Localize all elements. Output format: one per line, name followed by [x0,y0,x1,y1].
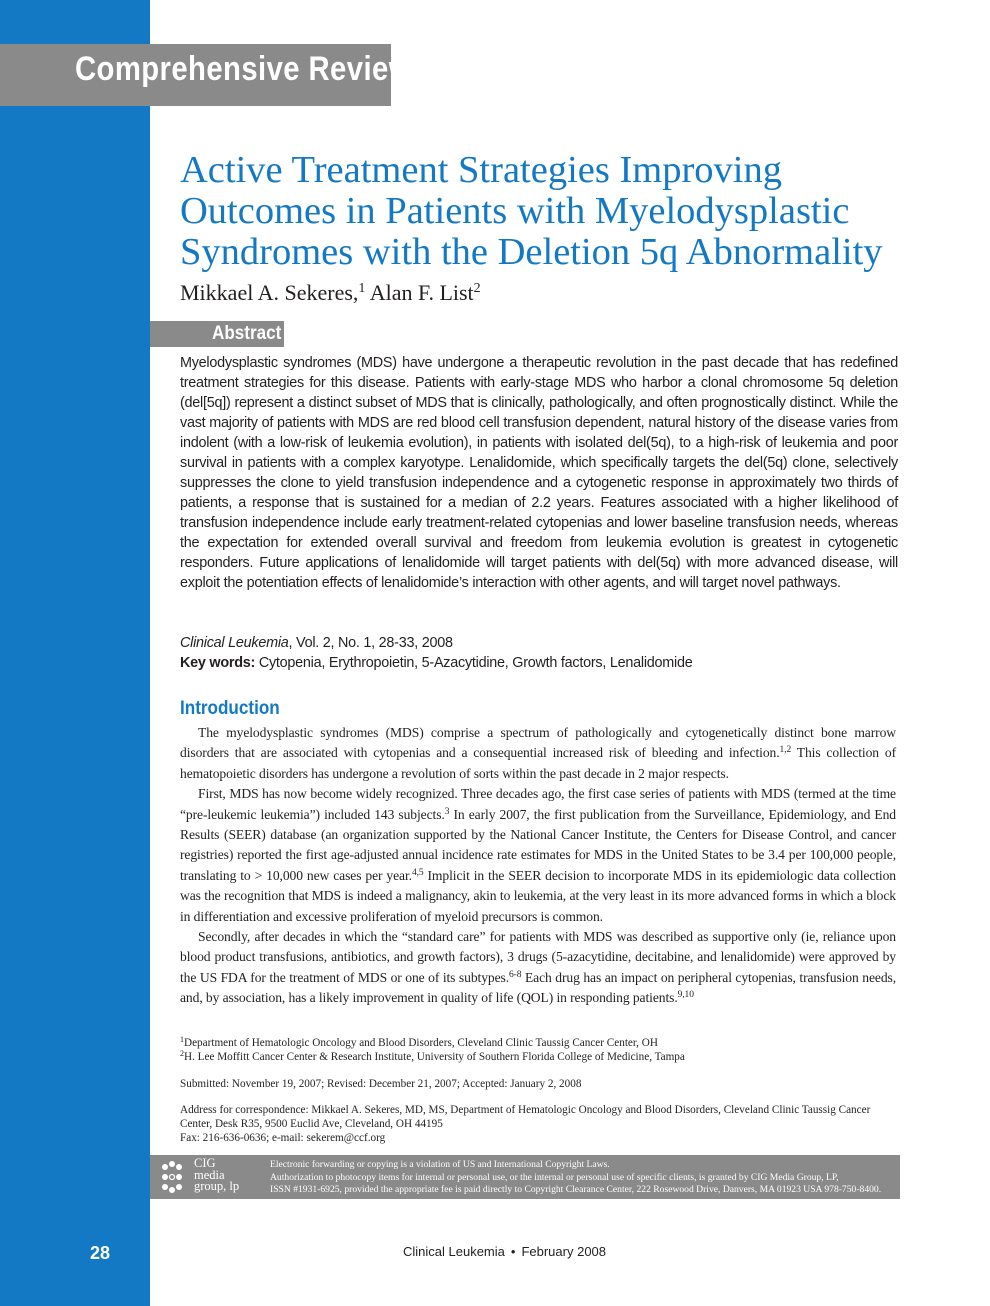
correspondence-address: Address for correspondence: Mikkael A. Sekeres, MD, MS, Department of Hematologic Oncology and Blood Disorders, Cleveland Clinic Taussig Cancer Center, Desk R35, 9500 Euclid Ave, Cleveland, OH 44195 [180,1104,871,1130]
citation-reference: 3 [444,806,450,817]
submission-dates: Submitted: November 19, 2007; Revised: December 21, 2007; Accepted: January 2, 2008 [180,1078,582,1090]
copyright-notice: Electronic forwarding or copying is a violation of US and International Copyright Laws. Authorization to photocopy items for internal or personal use, or the internal or personal use of specific clients, is granted by CIG Media Group, LP, ISSN #1931-6925, provided the appropriate fee is paid directly to Copyright Clearance Center, 222 Rosewood Drive, Danvers, MA 01923 USA 978-750-8400. [270,1159,882,1195]
keywords: Cytopenia, Erythropoietin, 5-Azacytidine, Growth factors, Lenalidomide [255,655,693,671]
citation-reference: 4,5 [411,867,424,878]
page-number: 28 [90,1243,111,1263]
paragraph-text: Secondly, after decades in which the “standard care” for patients with MDS was described as supportive only (ie, reliance upon blood product transfusions, antibiotics, and growth factors), 3 drugs (5-azacytidine, decitabine, and lenalidomide) were approved by the US FDA for the treatment of MDS or one of its subtypes. [180,929,896,985]
author-affiliation-mark: 2 [473,281,481,296]
paragraph-text: This collection of hematopoietic disorders has undergone a revolution of sorts within the past decade in 2 major respects. [180,745,896,781]
introduction-body [180,723,896,1009]
affiliation-number: 1 [180,1035,184,1044]
citation-details: , Vol. 2, No. 1, 28-33, 2008 [288,635,453,651]
left-color-bar [0,0,150,1306]
introduction-paragraph [180,784,896,927]
paragraph-text: Implicit in the SEER decision to incorporate MDS in its epidemiologic data collection was the recognition that MDS is indeed a malignancy, akin to leukemia, at the very least in its more advanced forms in which a block in differentiation and excessive proliferation of myeloid precursors is common. [180,867,896,924]
author-affiliation-mark: 1 [358,281,366,296]
paragraph-text: The myelodysplastic syndromes (MDS) comprise a spectrum of pathologically and cytogenetically distinct bone marrow disorders that are associated with cytopenias and a consequential increased risk of bleeding and infection. [180,725,896,761]
citation-reference: 1,2 [779,745,792,756]
introduction-paragraph [180,723,896,784]
authors [180,280,481,306]
correspondence-contact: Fax: 216-636-0636; e-mail: sekerem@ccf.org [180,1132,386,1144]
introduction-paragraph [180,927,896,1009]
author-name: Alan F. List [369,280,474,305]
author-name: Mikkael A. Sekeres, [180,280,359,305]
affiliations [180,1036,896,1064]
keywords-label: Key words: [180,655,256,671]
affiliation-number: 2 [180,1049,184,1058]
correspondence [180,1103,896,1145]
introduction-heading: Introduction [180,698,280,719]
footer-date: February 2008 [521,1244,607,1259]
citation-line [180,633,898,653]
paragraph-text: Each drug has an impact on peripheral cytopenias, transfusion needs, and, by association, has a likely improvement in quality of life (QOL) in responding patients. [180,969,897,1006]
affiliation-line: $^2$H. Lee Moffitt Cancer Center & Research Institute, University of Southern Florida College of Medicine, Tampa [180,1049,685,1063]
citation-journal: Clinical Leukemia [180,635,289,651]
affiliation-line: $^1$Department of Hematologic Oncology and Blood Disorders, Cleveland Clinic Taussig Cancer Center, OH [180,1035,658,1049]
publisher-logo-text: CIG media group, lp [194,1156,240,1193]
citation-reference: 9,10 [677,990,694,1001]
abstract-text: Myelodysplastic syndromes (MDS) have undergone a therapeutic revolution in the past decade that has redefined treatment strategies for this disease. Patients with early-stage MDS who harbor a clonal chromosome 5q deletion (del[5q]) represent a distinct subset of MDS that is clinically, pathologically, and often prognostically distinct. While the vast majority of patients with MDS are red blood cell transfusion dependent, natural history of the disease varies from indolent (with a low-risk of leukemia evolution), in patients with isolated del(5q), to a high-risk of leukemia and poor survival in patients with a complex karyotype. Lenalidomide, which specifically targets the del(5q) clone, selectively suppresses the clone to yield transfusion independence and a cytogenetic response in approximately two thirds of patients, a response that is sustained for a median of 2.2 years. Features associated with a higher likelihood of transfusion independence include early treatment-related cytopenias and lower baseline transfusion needs, whereas the expectation for extended overall survival and freedom from leukemia evolution is greatest in cytogenetic responders. Future applications of lenalidomide will target patients with del(5q) with more advanced disease, will exploit the potentiation effects of lenalidomide’s interaction with other agents, and will target novel pathways. [180,355,898,591]
footer-bullet: • [510,1244,516,1259]
keywords-line [180,653,898,673]
footer-journal: Clinical Leukemia [403,1244,505,1259]
running-footer [403,1244,606,1259]
citation-block [180,633,898,673]
paragraph-text: First, MDS has now become widely recognized. Three decades ago, the first case series of patients with MDS (termed at the time “pre-leukemic leukemia”) included 143 subjects. [180,786,896,822]
section-label: Comprehensive Review [75,50,412,88]
article-title: Active Treatment Strategies Improving Outcomes in Patients with Myelodysplastic Syndromes with the Deletion 5q Abnormality [180,149,883,273]
citation-reference: 6-8 [509,969,522,980]
abstract-heading: Abstract [212,323,282,344]
paragraph-text: In early 2007, the first publication from the Surveillance, Epidemiology, and End Results (SEER) database (an organization supported by the National Cancer Institute, the Centers for Disease Control, and cancer registries) reported the first age-adjusted annual incidence rate estimates for MDS in the United States to be 3.4 per 100,000 people, translating to > 10,000 new cases per year. [180,806,896,883]
